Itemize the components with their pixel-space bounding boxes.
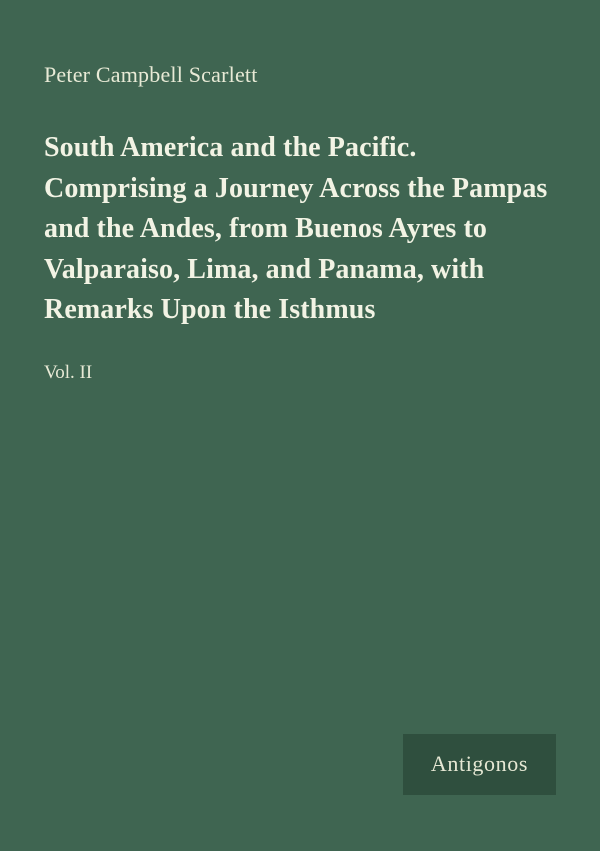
book-title: South America and the Pacific. Comprising a Journey Across the Pampas and the Andes, from Buenos Ayres to Valparaiso, Lima, and Panama, with Remarks Upon the Isthmus	[44, 132, 548, 325]
publisher-badge: Antigonos	[403, 734, 556, 795]
cover-text-block	[44, 0, 556, 387]
volume-subtitle: Vol. II	[44, 361, 93, 383]
publisher-area	[403, 734, 556, 795]
author-name: Peter Campbell Scarlett	[44, 62, 258, 87]
